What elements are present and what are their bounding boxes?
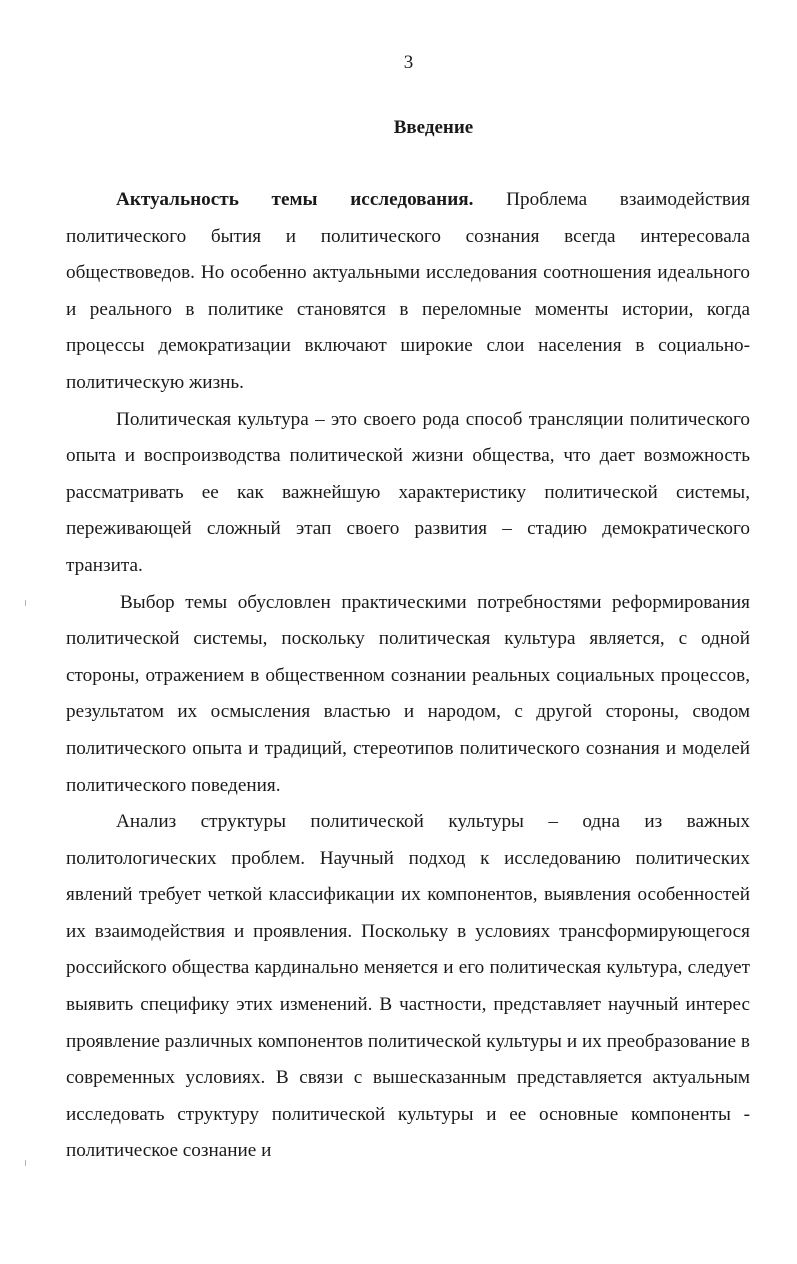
paragraph-text: Проблема взаимодействия политического бытия и политического сознания всегда интересовала обществоведов. Но особенно актуальными исследования соотношения идеального и реального в политике становятся в переломные моменты истории, когда процессы демократизации включают широкие слои населения в социально-политическую жизнь. xyxy=(66,189,751,393)
paragraph: Выбор темы обусловлен практическими потребностями реформирования политической системы, поскольку политическая культура является, с одной стороны, отражением в общественном сознании реальных социальных процессов, результатом их осмысления властью и народом, с другой стороны, сводом политического опыта и традиций, стереотипов политического сознания и моделей политического поведения. xyxy=(66,591,750,796)
paragraph-lead: Актуальность темы исследования. xyxy=(116,189,474,210)
body-text xyxy=(66,182,750,1170)
paragraph: Политическая культура – это своего рода способ трансляции политического опыта и воспроизводства политической жизни общества, что дает возможность рассматривать ее как важнейшую характеристику политической системы, переживающей сложный этап своего развития – стадию демократического транзита. xyxy=(66,408,750,576)
paragraph: Анализ структуры политической культуры – одна из важных политологических проблем. Научный подход к исследованию политических явлений требует четкой классификации их компонентов, выявления особенностей их взаимодействия и проявления. Поскольку в условиях трансформирующегося российского общества кардинально меняется и его политическая культура, следует выявить специфику этих изменений. В частности, представляет научный интерес проявление различных компонентов политической культуры и их преобразование в современных условиях. В связи с вышесказанным представляется актуальным исследовать структуру политической культуры и ее основные компоненты - политическое сознание и xyxy=(66,811,750,1162)
section-title: Введение xyxy=(393,117,474,138)
page-number: 3 xyxy=(403,52,414,73)
paragraph xyxy=(66,182,750,402)
scan-edge-mark xyxy=(25,600,26,606)
scan-edge-mark xyxy=(25,1160,26,1166)
